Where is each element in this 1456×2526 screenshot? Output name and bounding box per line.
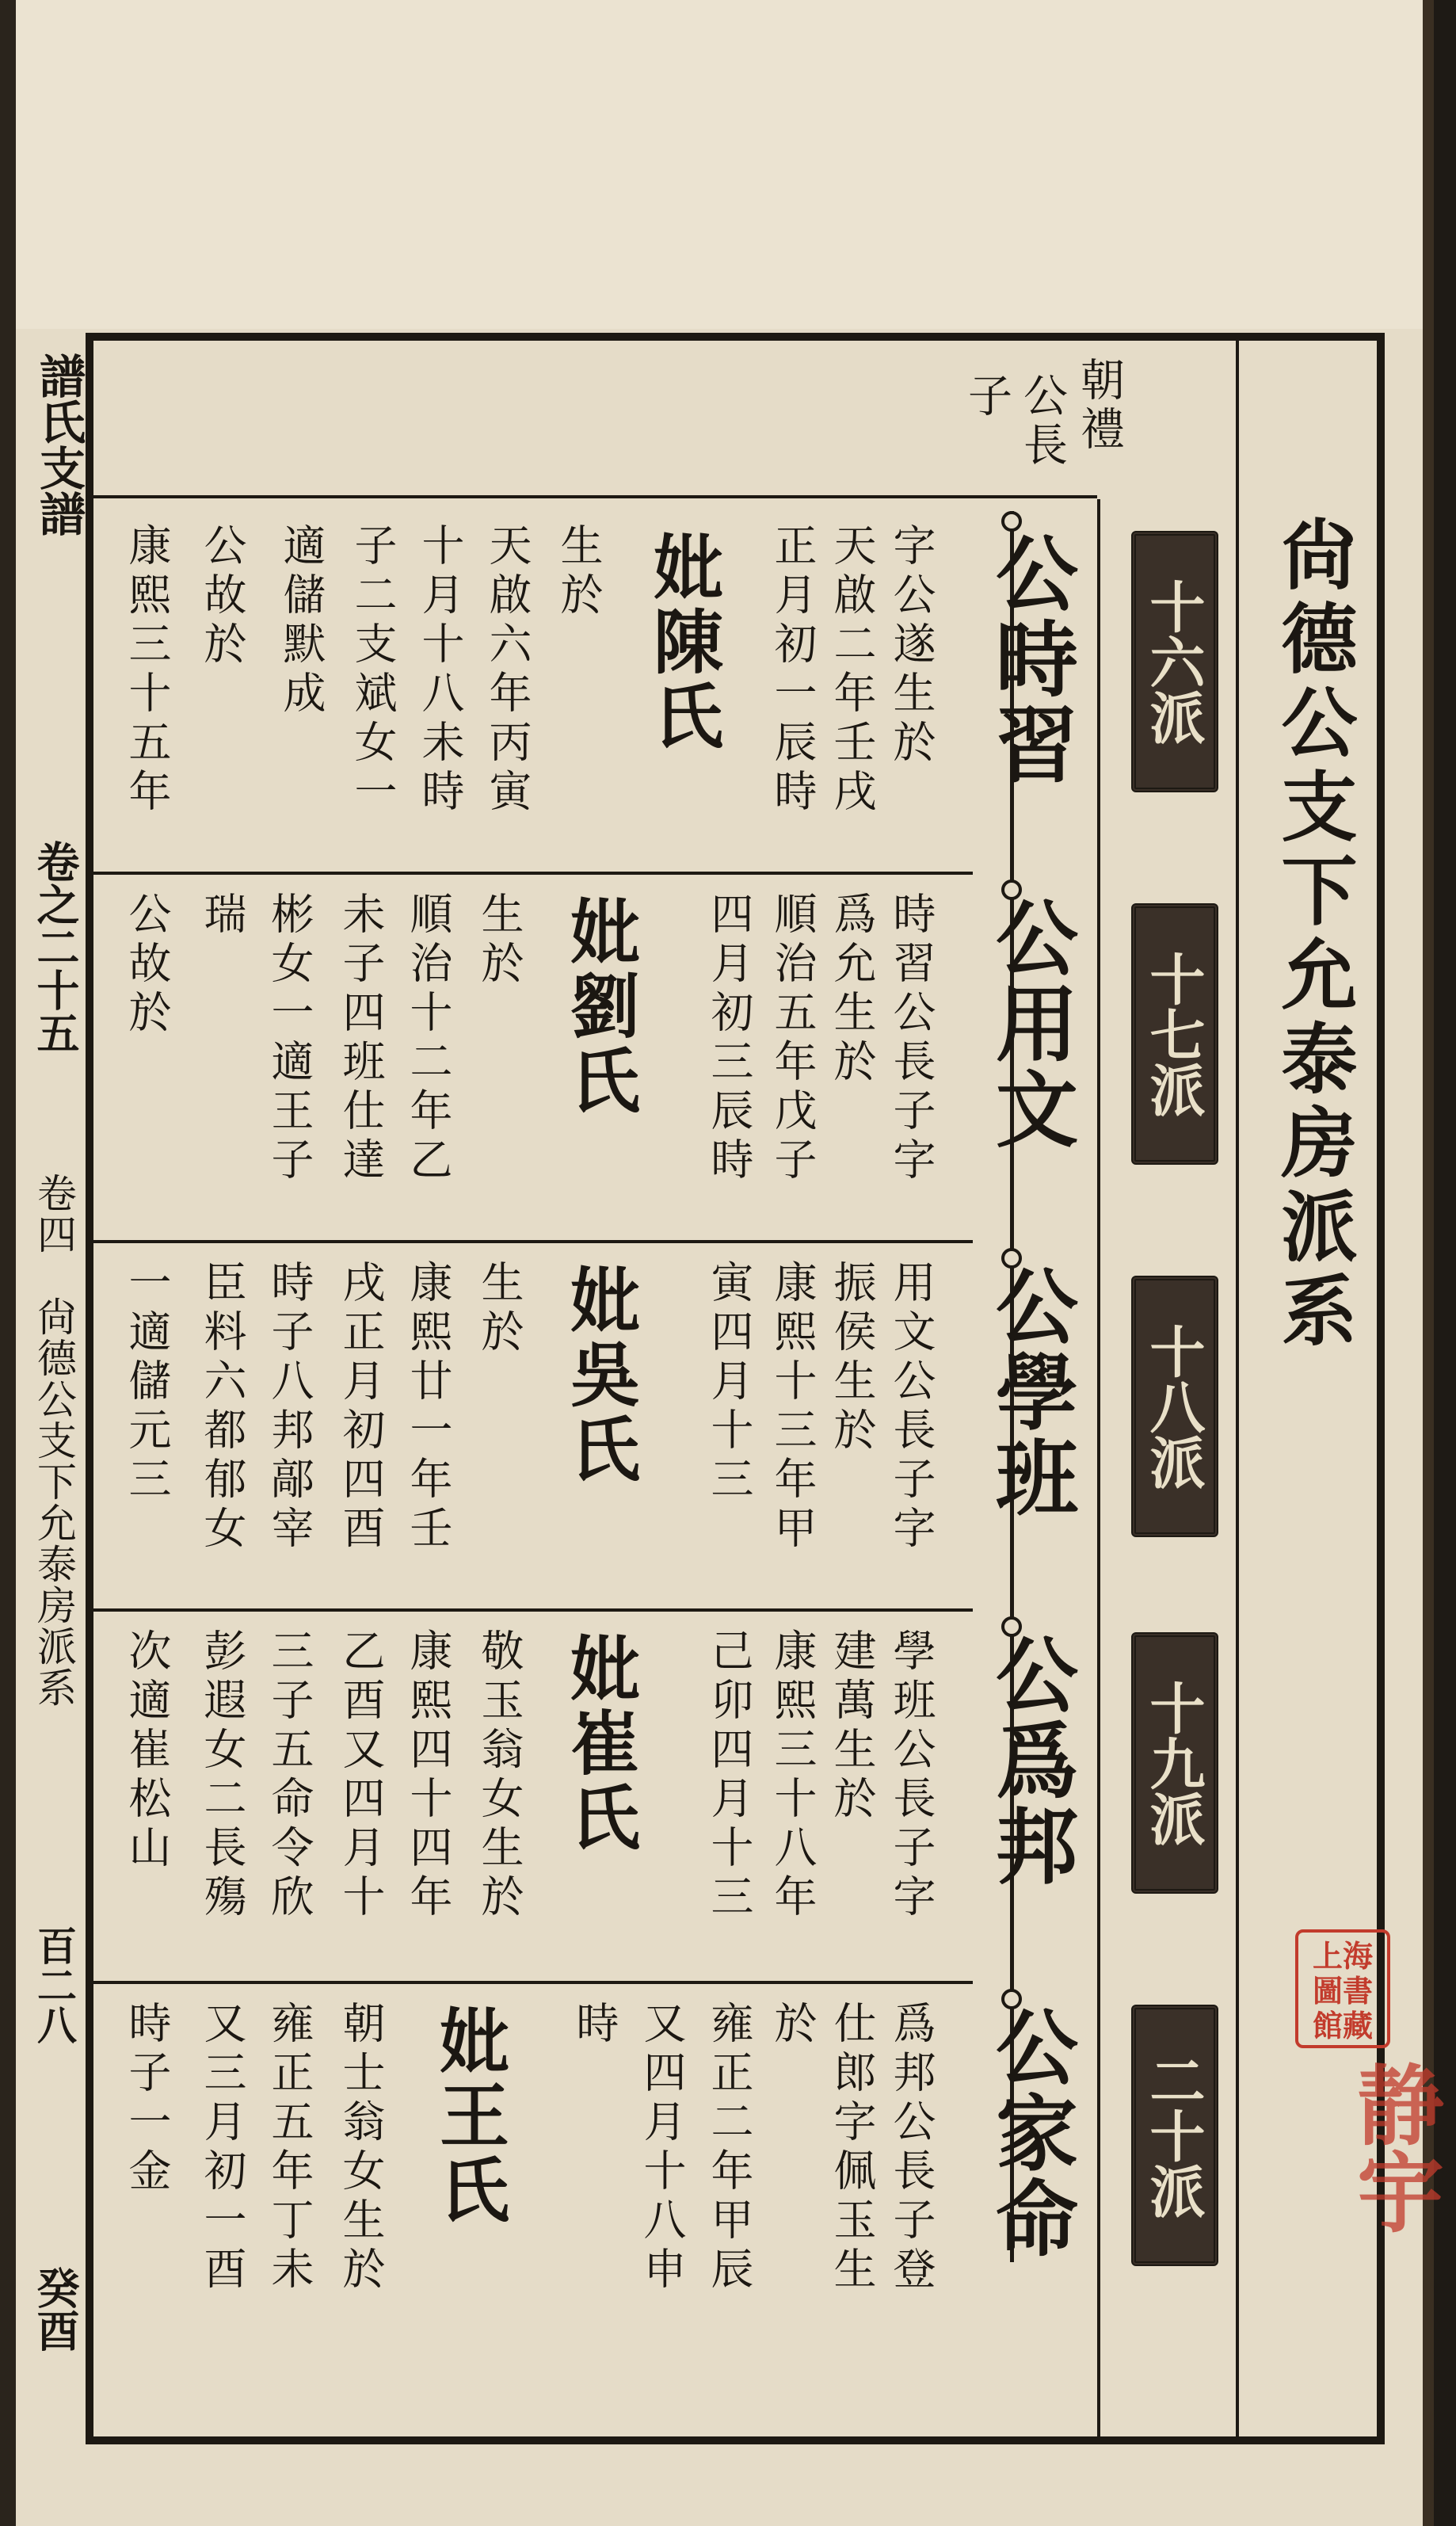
row-divider-1	[93, 872, 973, 875]
person-bio-line: 天啟二年壬戌	[827, 523, 877, 818]
person-name: 公時習	[981, 531, 1079, 788]
ancestor-note-col2: 公長	[1016, 372, 1068, 471]
wife-bio-line: 順治十二年乙	[403, 891, 453, 1186]
person-bio-line: 正月初一辰時	[768, 523, 818, 818]
person-name: 公爲邦	[981, 1632, 1079, 1889]
wife-bio-line: 公故於	[122, 891, 172, 1039]
person-bio-line: 寅四月十三	[704, 1260, 754, 1505]
wife-bio-line: 彬女一適王子	[265, 891, 314, 1186]
generation-tab-20: 二十派	[1131, 2005, 1218, 2266]
wife-bio-line: 戌正月初四酉	[336, 1260, 386, 1555]
top-margin-paper	[0, 0, 1434, 329]
wife-bio-line: 時子八邦鄗宰	[265, 1260, 314, 1555]
wife-bio-line: 又三月初一酉	[197, 2001, 247, 2295]
generation-tab-17: 十七派	[1131, 903, 1218, 1165]
wife-bio-line: 公故於	[197, 523, 247, 670]
wife-bio-line: 生於	[475, 1260, 524, 1358]
wife-bio-line: 康熙四十四年	[403, 1628, 453, 1923]
row-divider-2	[93, 1240, 973, 1243]
person-bio-line: 用文公長子字	[886, 1260, 936, 1555]
person-bio-line: 爲允生於	[827, 891, 877, 1088]
generation-tab-18: 十八派	[1131, 1276, 1218, 1537]
person-bio-line: 學班公長子字	[886, 1628, 936, 1923]
library-seal: 上海圖書館藏	[1295, 1929, 1390, 2048]
ancestor-note-col3: 子	[961, 372, 1012, 422]
tab-column-divider	[1097, 499, 1100, 2436]
person-bio-line: 時	[570, 2001, 619, 2050]
wife-bio-line: 未子四班仕達	[336, 891, 386, 1186]
margin-chapter-note: 卷四 尙德公支下允泰房派系	[31, 1173, 77, 1708]
lineage-node	[1001, 511, 1022, 532]
person-bio-line: 建萬生於	[827, 1628, 877, 1825]
person-bio-line: 振侯生於	[827, 1260, 877, 1456]
wife-bio-line: 天啟六年丙寅	[482, 523, 532, 818]
person-bio-line: 爲邦公長子登	[886, 2001, 936, 2295]
wife-bio-line: 一適儲元三	[122, 1260, 172, 1505]
wife-name: 妣吳氏	[559, 1264, 642, 1487]
wife-bio-line: 康熙三十五年	[122, 523, 172, 818]
person-bio-line: 康熙十三年甲	[768, 1260, 818, 1555]
wife-bio-line: 乙酉又四月十	[336, 1628, 386, 1923]
wife-bio-line: 十月十八未時	[415, 523, 465, 818]
person-bio-line: 雍正二年甲辰	[704, 2001, 754, 2295]
wife-bio-line: 彭遐女二長殤	[197, 1628, 247, 1923]
wife-name: 妣崔氏	[559, 1632, 642, 1856]
row-divider-3	[93, 1608, 973, 1612]
signature-mark: 静宇	[1343, 2060, 1445, 2234]
wife-bio-line: 次適崔松山	[122, 1628, 172, 1874]
wife-bio-line: 時子一金	[122, 2001, 172, 2197]
person-bio-line: 順治五年戊子	[768, 891, 818, 1186]
person-bio-line: 又四月十八申	[637, 2001, 687, 2295]
spine-edge	[0, 0, 16, 2526]
wife-bio-line: 臣料六都郁女	[197, 1260, 247, 1555]
generation-tab-16: 十六派	[1131, 531, 1218, 792]
person-name: 公家命	[981, 2005, 1079, 2261]
person-bio-line: 仕郎字佩玉生	[827, 2001, 877, 2295]
wife-bio-line: 瑞	[197, 891, 247, 941]
person-name: 公用文	[981, 895, 1079, 1152]
wife-bio-line: 適儲默成	[276, 523, 326, 719]
margin-cyclic: 癸酉	[30, 2266, 81, 2352]
wife-bio-line: 三子五命令欣	[265, 1628, 314, 1923]
generation-tab-19: 十九派	[1131, 1632, 1218, 1894]
wife-bio-line: 生於	[554, 523, 604, 621]
wife-bio-line: 雍正五年丁未	[265, 2001, 314, 2295]
person-bio-line: 字公遂生於	[886, 523, 936, 769]
ancestor-note-col1: 朝禮	[1073, 357, 1125, 455]
wife-name: 妣陳氏	[642, 531, 725, 754]
wife-bio-line: 生於	[475, 891, 524, 990]
wife-bio-line: 康熙廿一年壬	[403, 1260, 453, 1555]
person-bio-line: 康熙三十八年	[768, 1628, 818, 1923]
page-title: 尙德公支下允泰房派系	[1269, 515, 1359, 1355]
margin-volume: 卷之二十五	[30, 840, 81, 1054]
wife-bio-line: 敬玉翁女生於	[475, 1628, 524, 1923]
row-divider-4	[93, 1981, 973, 1984]
person-name: 公學班	[981, 1264, 1079, 1521]
wife-name: 妣王氏	[429, 2005, 511, 2228]
row-divider-top	[93, 495, 1097, 498]
wife-name: 妣劉氏	[559, 895, 642, 1119]
person-bio-line: 四月初三辰時	[704, 891, 754, 1186]
margin-leaf: 百二八	[31, 1925, 78, 2044]
margin-book-title: 譜氏支譜	[32, 353, 86, 536]
header-divider	[1236, 341, 1239, 2436]
person-bio-line: 時習公長子字	[886, 891, 936, 1186]
wife-bio-line: 子二支斌女一	[348, 523, 398, 818]
wife-bio-line: 朝士翁女生於	[336, 2001, 386, 2295]
person-bio-line: 己卯四月十三	[704, 1628, 754, 1923]
person-bio-line: 於	[768, 2001, 818, 2050]
